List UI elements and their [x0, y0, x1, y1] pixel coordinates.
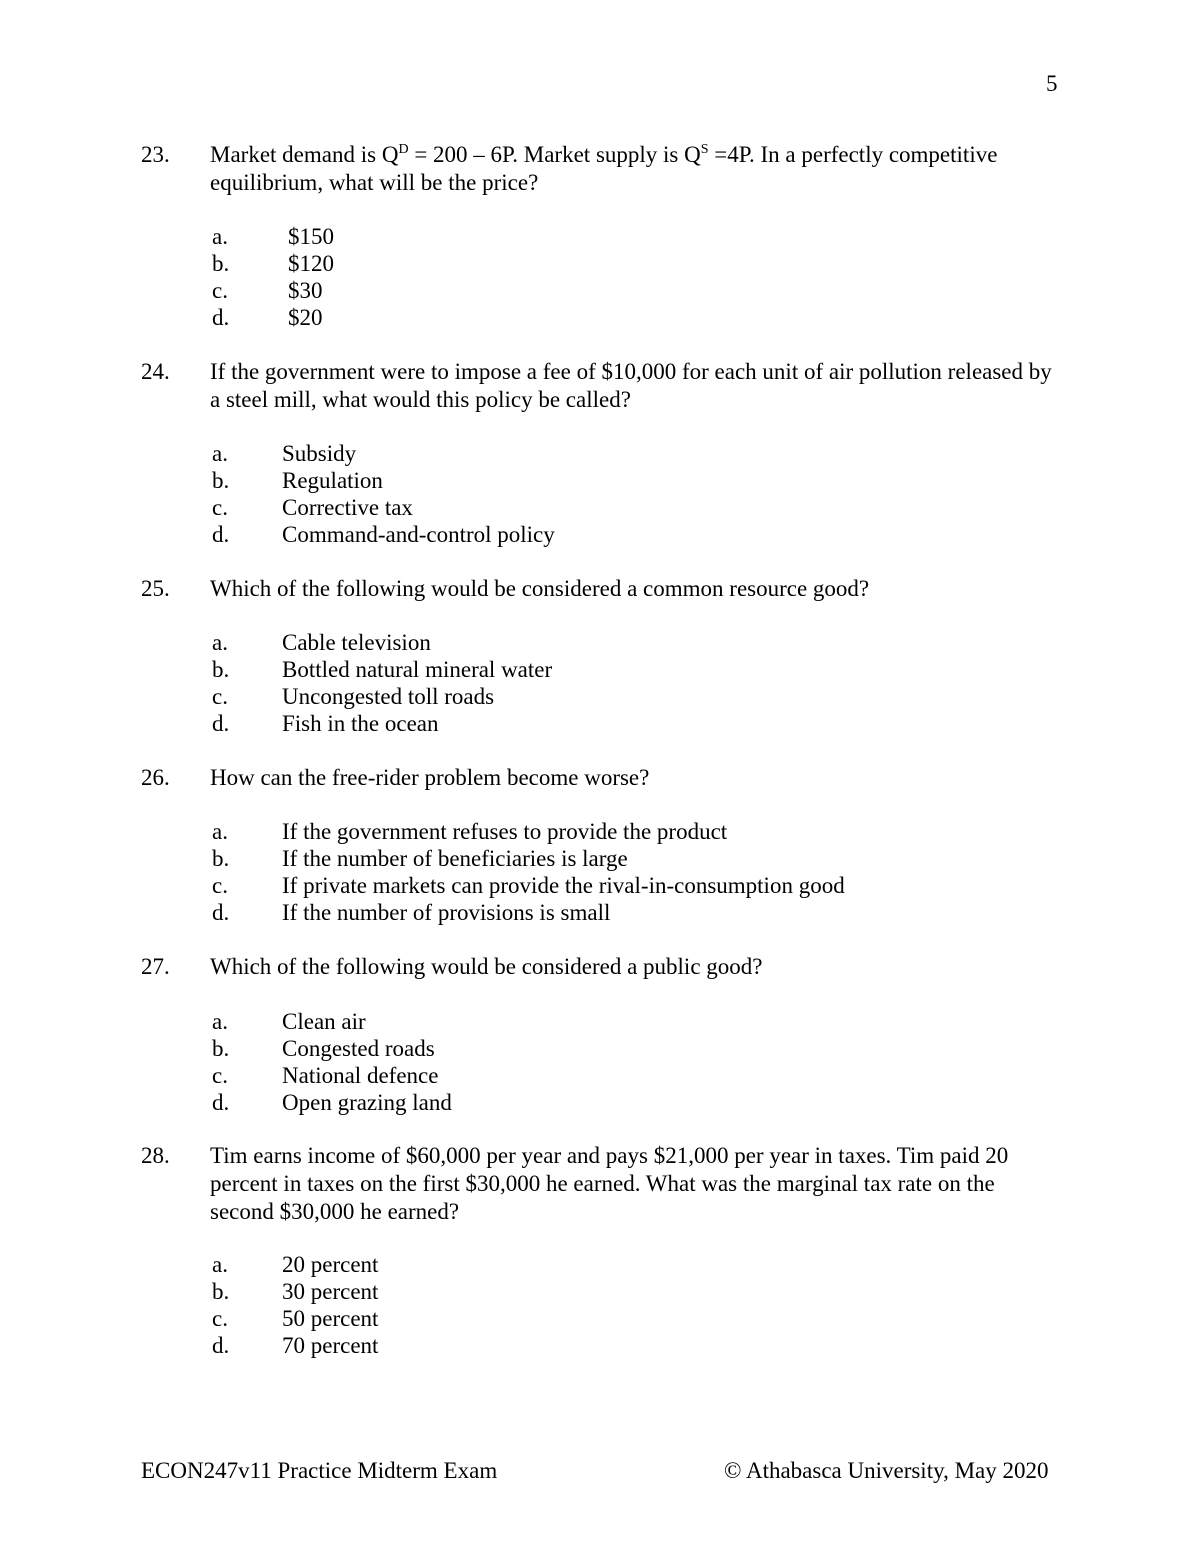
question-text: Tim earns income of $60,000 per year and pays $21,000 per year in taxes. Tim paid 20 percent in taxes on the first $30,000 he earned. What was the marginal tax rate on the second $30,000 he earned? [210, 1143, 1009, 1224]
question-text: Which of the following would be considered a common resource good? [210, 576, 870, 601]
footer-copyright: © Athabasca University, May 2020 [724, 1458, 1049, 1483]
question-text: If the government were to impose a fee of $10,000 for each unit of air pollution released by a steel mill, what would this policy be called? [210, 359, 1052, 412]
option-d[interactable]: d. If the number of provisions is small [212, 900, 611, 925]
option-d[interactable]: d. $20 [212, 305, 323, 330]
question-number: 24. [141, 359, 170, 384]
question-text: Which of the following would be considered a public good? [210, 954, 763, 979]
option-a[interactable]: a. Cable television [212, 630, 431, 655]
superscript-d: D [398, 142, 409, 157]
question-number: 28. [141, 1143, 170, 1168]
footer-course-title: ECON247v11 Practice Midterm Exam [141, 1458, 498, 1483]
option-b[interactable]: b. 30 percent [212, 1279, 379, 1304]
option-b[interactable]: b. Congested roads [212, 1036, 435, 1061]
option-a[interactable]: a. 20 percent [212, 1252, 379, 1277]
option-a[interactable]: a. Subsidy [212, 441, 357, 466]
question-number: 26. [141, 765, 170, 790]
option-a[interactable]: a. Clean air [212, 1009, 366, 1034]
option-a[interactable]: a. $150 [212, 224, 334, 249]
question-number: 27. [141, 954, 170, 979]
page-number: 5 [1046, 71, 1058, 96]
option-b[interactable]: b. $120 [212, 251, 334, 276]
option-c[interactable]: c. National defence [212, 1063, 439, 1088]
option-c[interactable]: c. Uncongested toll roads [212, 684, 495, 709]
option-d[interactable]: d. 70 percent [212, 1333, 379, 1358]
option-b[interactable]: b. Bottled natural mineral water [212, 657, 553, 682]
question-number: 25. [141, 576, 170, 601]
option-d[interactable]: d. Open grazing land [212, 1090, 452, 1115]
option-d[interactable]: d. Fish in the ocean [212, 711, 439, 736]
option-c[interactable]: c. Corrective tax [212, 495, 413, 520]
option-d[interactable]: d. Command-and-control policy [212, 522, 555, 547]
option-c[interactable]: c. 50 percent [212, 1306, 379, 1331]
question-text: How can the free-rider problem become worse? [210, 765, 650, 790]
option-a[interactable]: a. If the government refuses to provide the product [212, 819, 728, 844]
question-text: Market demand is $Q^D = 200 - 6P$. Market supply is $Q^S =4P$. In a perfectly competitive equilibrium, what will be the price? [210, 142, 998, 195]
option-b[interactable]: b. If the number of beneficiaries is large [212, 846, 628, 871]
superscript-s: S [700, 142, 709, 157]
option-b[interactable]: b. Regulation [212, 468, 383, 493]
option-c[interactable]: c. If private markets can provide the rival-in-consumption good [212, 873, 845, 898]
question-number: 23. [141, 142, 170, 167]
option-c[interactable]: c. $30 [212, 278, 323, 303]
